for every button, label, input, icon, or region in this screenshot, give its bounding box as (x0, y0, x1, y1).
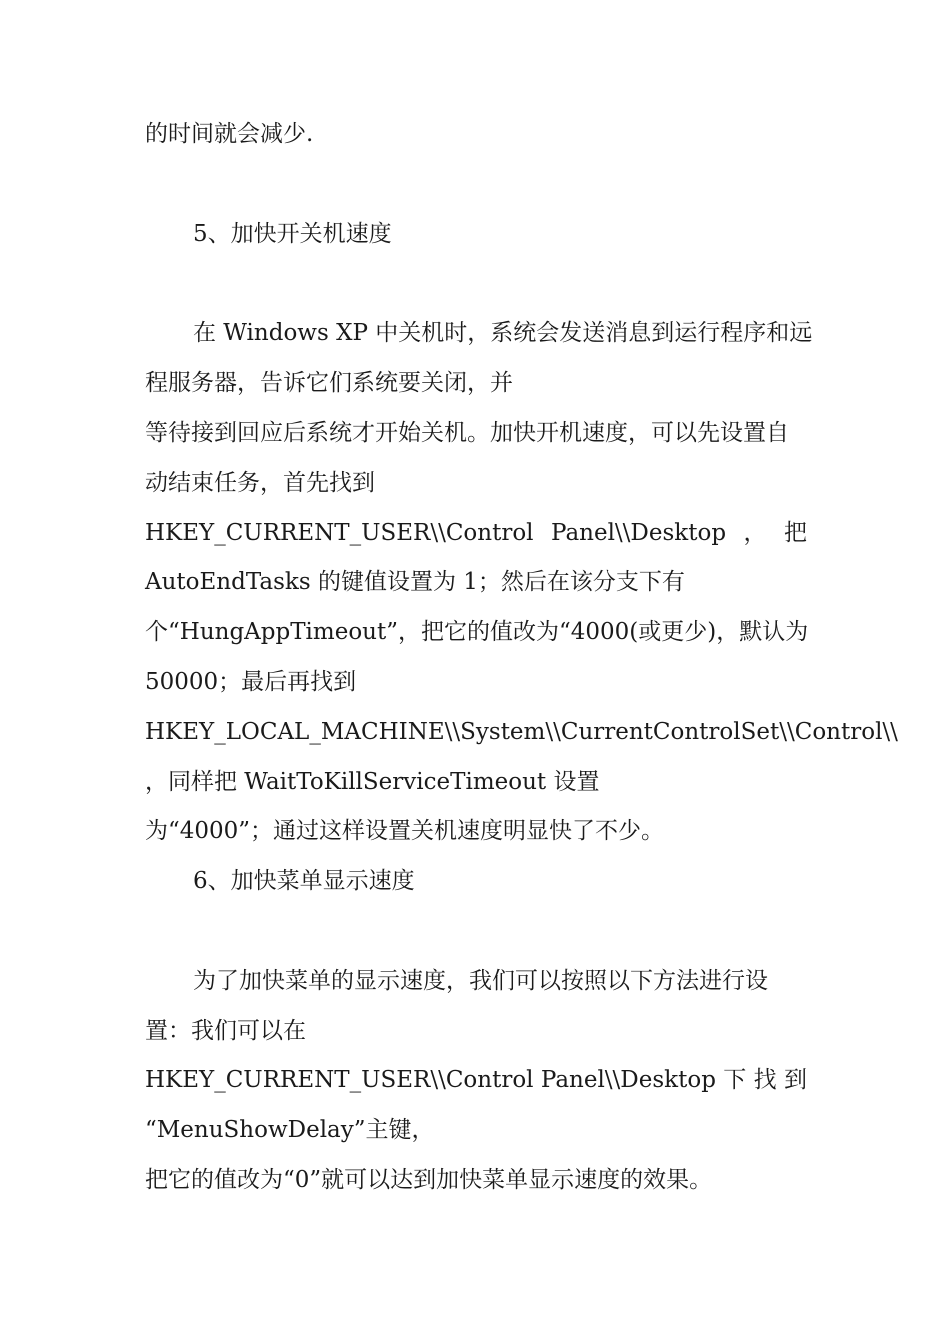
paragraph-line: 置：我们可以在 (145, 1018, 306, 1044)
registry-key-part: Panel\\Desktop (540, 1067, 716, 1093)
paragraph-line: 在 Windows XP 中关机时，系统会发送消息到运行程序和远 (193, 320, 813, 346)
paragraph-line: “MenuShowDelay”主键， (145, 1117, 435, 1143)
paragraph-line: 动结束任务，首先找到 (145, 470, 375, 496)
punctuation: ， (743, 520, 767, 546)
paragraph-line: 个“HungAppTimeout”，把它的值改为“4000(或更少)，默认为 (145, 619, 809, 645)
section-heading: 6、加快菜单显示速度 (193, 868, 415, 894)
registry-path-line (145, 518, 807, 548)
section-heading: 5、加快开关机速度 (193, 221, 392, 247)
registry-key-part: HKEY_CURRENT_USER\\Control (145, 520, 534, 546)
paragraph-word: 把 (783, 520, 807, 546)
paragraph-line: 等待接到回应后系统才开始关机。加快开机速度，可以先设置自 (145, 420, 789, 446)
registry-path-line (145, 1065, 807, 1095)
paragraph-line: 为“4000”；通过这样设置关机速度明显快了不少。 (145, 818, 665, 844)
paragraph-word: 找 (753, 1067, 777, 1093)
paragraph-line: 把它的值改为“0”就可以达到加快菜单显示速度的效果。 (145, 1167, 713, 1193)
paragraph-word: 下 (723, 1067, 747, 1093)
registry-key-part: HKEY_CURRENT_USER\\Control (145, 1067, 534, 1093)
paragraph-line: 程服务器，告诉它们系统要关闭，并 (145, 370, 513, 396)
registry-path-line: HKEY_LOCAL_MACHINE\\System\\CurrentControlSet\\Control\\ (145, 719, 898, 745)
paragraph-line: 的时间就会减少. (145, 121, 314, 147)
paragraph-line: ，同样把 WaitToKillServiceTimeout 设置 (145, 769, 600, 795)
paragraph-line: AutoEndTasks 的键值设置为 1；然后在该分支下有 (145, 569, 685, 595)
registry-key-part: Panel\\Desktop (551, 520, 727, 546)
paragraph-line: 50000；最后再找到 (145, 669, 357, 695)
paragraph-word: 到 (783, 1067, 807, 1093)
paragraph-line: 为了加快菜单的显示速度，我们可以按照以下方法进行设 (193, 968, 768, 994)
